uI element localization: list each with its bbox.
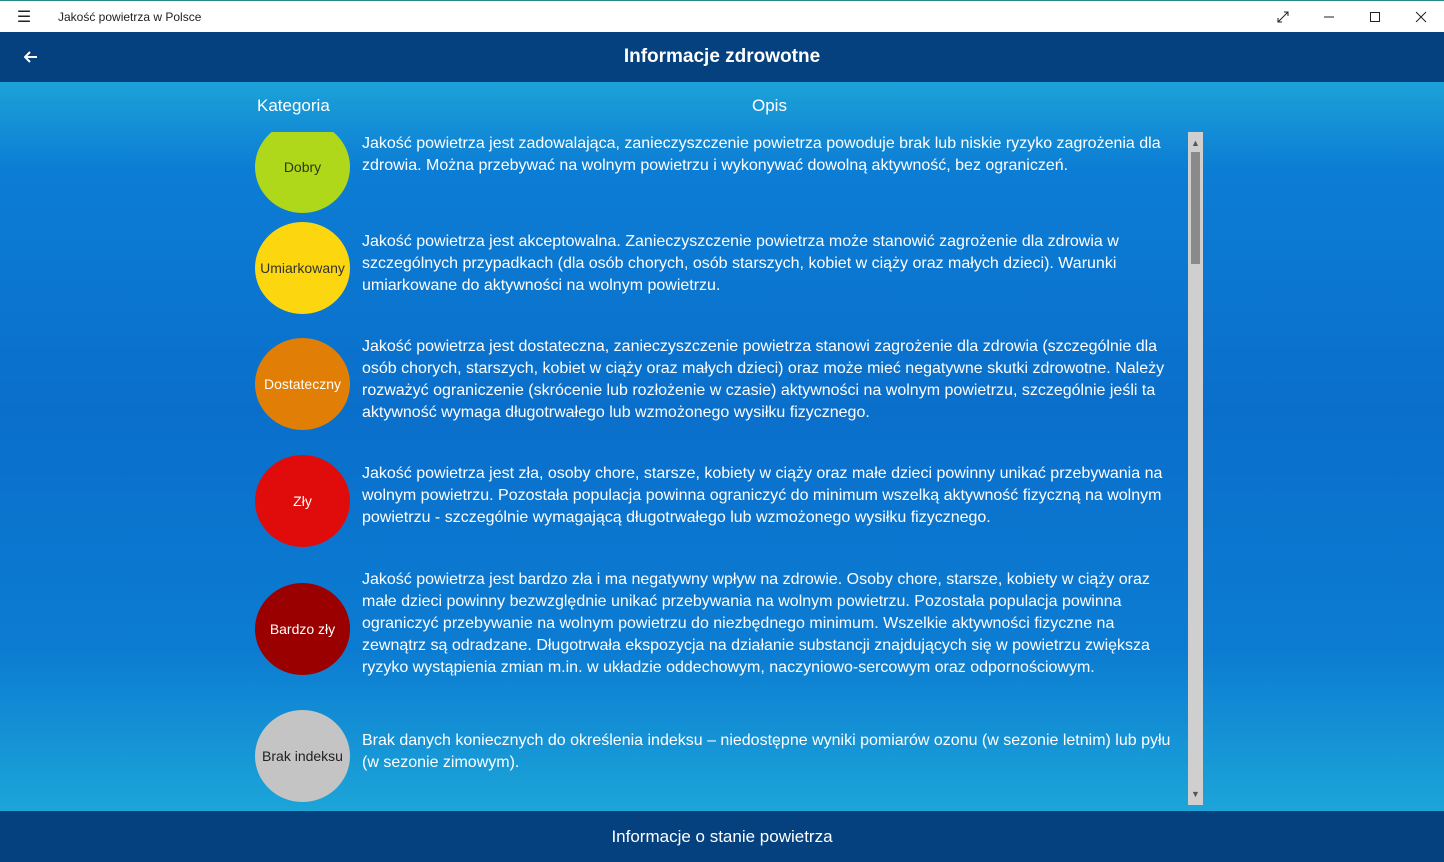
minimize-icon[interactable] <box>1306 1 1352 32</box>
category-description: Jakość powietrza jest dostateczna, zanieczyszczenie powietrza stanowi zagrożenie dla zdrowia (szczególnie dla osób chorych, starszych, kobiet w ciąży oraz małych dzieci) oraz może mieć negatywne skutki zdrowotne. Należy rozważyć ograniczenie (skrócenie lub rozłożenie w czasie) aktywności na wolnym powietrzu, szczególnie jeśli ta aktywność wymaga długotrwałego lub wzmożonego wysiłku fizycznego. <box>362 338 1165 421</box>
category-badge <box>255 338 350 430</box>
expand-icon[interactable] <box>1260 1 1306 32</box>
vertical-scrollbar[interactable] <box>1188 132 1203 805</box>
category-description: Jakość powietrza jest akceptowalna. Zanieczyszczenie powietrza może stanowić zagrożenie dla zdrowia w szczególnych przypadkach (dla osób chorych, osób starszych, kobiet w ciąży oraz małych dzieci). Warunki umiarkowane do aktywności na wolnym powietrzu. <box>362 233 1119 294</box>
category-label: Dostateczny <box>263 376 342 392</box>
close-icon[interactable] <box>1398 1 1444 32</box>
page-title: Informacje zdrowotne <box>623 46 821 67</box>
footer-label: Informacje o stanie powietrza <box>611 826 833 846</box>
hamburger-icon[interactable]: ☰ <box>16 8 32 26</box>
category-badge <box>255 222 350 314</box>
category-badge <box>255 455 350 547</box>
category-description: Jakość powietrza jest zła, osoby chore, starsze, kobiety w ciąży oraz małe dzieci powinny unikać przebywania na wolnym powietrzu. Pozostała populacja powinna ograniczyć do minimum wszelką aktywność fizyczną na wolnym powietrzu - szczególnie wymagającą długotrwałego lub wzmożonego wysiłku fizycznego. <box>362 465 1163 526</box>
window-controls <box>1260 1 1444 33</box>
arrow-left-icon <box>24 51 38 63</box>
category-badge <box>255 710 350 802</box>
category-description: Brak danych koniecznych do określenia indeksu – niedostępne wyniki pomiarów ozonu (w sezonie letnim) lub pyłu (w sezonie zimowym). <box>362 732 1171 771</box>
window-title: Jakość powietrza w Polsce <box>58 9 202 24</box>
footer-nav-button[interactable] <box>0 811 1444 862</box>
scroll-down-icon[interactable]: ▼ <box>1191 789 1200 799</box>
category-label: Brak indeksu <box>262 748 343 764</box>
category-description: Jakość powietrza jest bardzo zła i ma negatywny wpływ na zdrowie. Osoby chore, starsze, kobiety w ciąży oraz małe dzieci powinny bezwzględnie unikać przebywania na wolnym powietrzu. Pozostała populacja powinna ograniczyć przebywanie na wolnym powietrzu do niezbędnego minimum. Wszelkie aktywności fizyczne na zewnątrz są odradzane. Długotrwała ekspozycja na działanie substancji znajdujących się w powietrzu zwiększa ryzyko wystąpienia zmian m.in. w układzie oddechowym, naczyniowo-sercowym oraz odpornościowym. <box>362 571 1150 676</box>
category-badge <box>255 583 350 675</box>
scrollbar-thumb[interactable] <box>1191 152 1200 264</box>
back-button[interactable] <box>14 40 48 74</box>
maximize-icon[interactable] <box>1352 1 1398 32</box>
title-bar <box>0 0 1444 32</box>
column-header-category: Kategoria <box>257 96 330 115</box>
page-header <box>0 32 1444 82</box>
category-description: Jakość powietrza jest zadowalająca, zanieczyszczenie powietrza powoduje brak lub niskie ryzyko zagrożenia dla zdrowia. Można przebywać na wolnym powietrzu i wykonywać dowolną aktywność, bez ograniczeń. <box>362 135 1161 174</box>
category-label: Zły <box>293 493 312 509</box>
category-list[interactable] <box>248 132 1188 811</box>
category-badge <box>255 132 350 213</box>
category-label: Dobry <box>283 159 322 175</box>
column-header-description: Opis <box>752 96 787 115</box>
scroll-up-icon[interactable]: ▲ <box>1191 138 1200 148</box>
category-label: Umiarkowany <box>260 260 345 276</box>
category-label: Bardzo zły <box>269 621 336 637</box>
health-info-panel <box>0 82 1444 811</box>
